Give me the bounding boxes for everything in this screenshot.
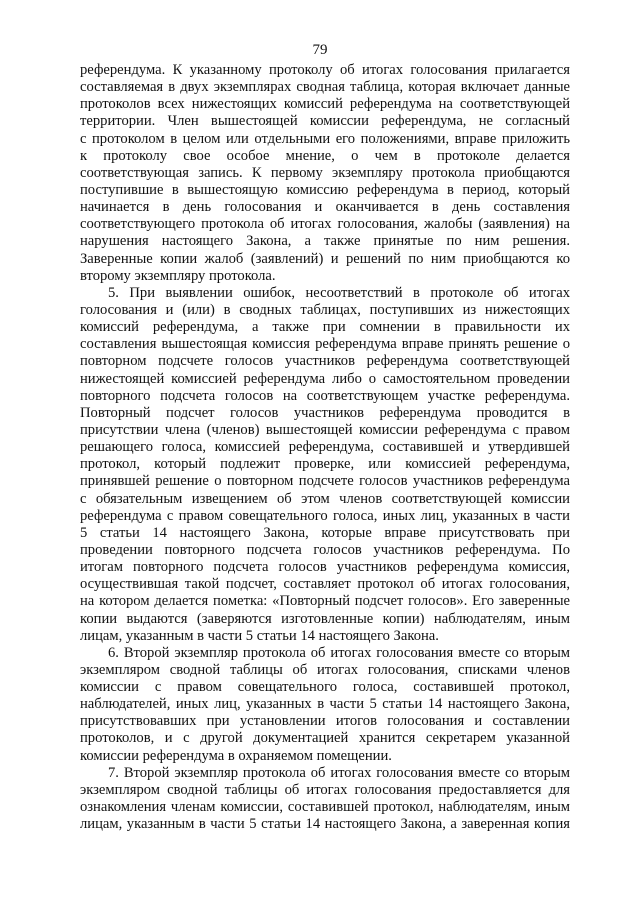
text-line: повторного подсчета голосов на соответствующем участке референдума. <box>80 387 570 404</box>
text-line: присутствии члена (членов) вышестоящей комиссии референдума с правом <box>80 421 570 438</box>
text-line: протокол, который подлежит проверке, или комиссией референдума, <box>80 456 570 473</box>
text-line: повторном подсчете голосов участников референдума соответствующей <box>80 353 570 370</box>
text-line: с обязательным извещением об этом членов соответствующей комиссии <box>80 490 570 507</box>
text-line: 5 статьи 14 настоящего Закона, которые вправе присутствовать при <box>80 524 570 541</box>
text-line: осуществившая такой подсчет, составляет протокол об итогах голосования, <box>80 576 570 593</box>
text-line: 7. Второй экземпляр протокола об итогах голосования вместе со вторым <box>108 764 570 781</box>
text-line: к протоколу свое особое мнение, о чем в протоколе делается <box>80 147 570 164</box>
text-line: начинается в день голосования и оканчивается в день составления <box>80 199 570 216</box>
text-line: голосования и (или) в сводных таблицах, поступивших из нижестоящих <box>80 301 570 318</box>
text-line: территории. Член вышестоящей комиссии референдума, не согласный <box>80 113 570 130</box>
text-line: экземпляром сводной таблицы об итогах голосования, списками членов <box>80 661 570 678</box>
text-line: составляемая в двух экземплярах сводная таблица, которая включает данные <box>80 79 570 96</box>
text-line: нарушения настоящего Закона, а также принятые по ним решения. <box>80 233 570 250</box>
text-line: второму экземпляру протокола. <box>80 267 276 284</box>
text-line: комиссии референдума в охраняемом помещении. <box>80 747 392 764</box>
text-line: экземпляром сводной таблицы об итогах голосования предоставляется для <box>80 781 570 798</box>
text-line: наблюдателей, иных лиц, указанных в части 5 статьи 14 настоящего Закона, <box>80 696 570 713</box>
text-line: Повторный подсчет голосов участников референдума проводится в <box>80 404 570 421</box>
text-line: 5. При выявлении ошибок, несоответствий в протоколе об итогах <box>108 284 570 301</box>
text-line: Заверенные копии жалоб (заявлений) и решений по ним приобщаются ко <box>80 250 570 267</box>
text-line: комиссии с правом совещательного голоса, составившей протокол, <box>80 679 570 696</box>
text-line: соответствующего протокола об итогах голосования, жалобы (заявления) на <box>80 216 570 233</box>
text-line: комиссий референдума, а также при сомнении в правильности их <box>80 319 570 336</box>
text-line: проведении повторного подсчета голосов участников референдума. По <box>80 541 570 558</box>
text-line: присутствовавших при установлении итогов голосования и составлении <box>80 713 570 730</box>
text-line: протоколов, и с другой документацией хранится секретарем указанной <box>80 730 570 747</box>
text-line: копии выдаются (заверяются изготовленные копии) наблюдателям, иным <box>80 610 570 627</box>
text-line: нижестоящей комиссией референдума либо о самостоятельном проведении <box>80 370 570 387</box>
page-number: 79 <box>312 42 328 58</box>
document-body-text <box>80 62 570 833</box>
text-line: принявшей решение о повторном подсчете голосов участников референдума <box>80 473 570 490</box>
text-line: лицам, указанным в части 5 статьи 14 настоящего Закона, а заверенная копия <box>80 816 570 833</box>
text-line: лицам, указанным в части 5 статьи 14 настоящего Закона. <box>80 627 439 644</box>
text-line: 6. Второй экземпляр протокола об итогах голосования вместе со вторым <box>108 644 570 661</box>
text-line: итогам повторного подсчета голосов участников референдума комиссия, <box>80 559 570 576</box>
text-line: протоколов всех нижестоящих комиссий референдума на соответствующей <box>80 96 570 113</box>
text-line: составления вышестоящая комиссия референдума вправе принять решение о <box>80 336 570 353</box>
text-line: референдума с правом совещательного голоса, иных лиц, указанных в части <box>80 507 570 524</box>
text-line: ознакомления членам комиссии, составившей протокол, наблюдателям, иным <box>80 799 570 816</box>
text-line: на котором делается пометка: «Повторный подсчет голосов». Его заверенные <box>80 593 570 610</box>
text-line: референдума. К указанному протоколу об итогах голосования прилагается <box>80 62 570 78</box>
text-line: решающего голоса, комиссией референдума, составившей и утвердившей <box>80 439 570 456</box>
text-line: поступившие в вышестоящую комиссию референдума в период, который <box>80 181 570 198</box>
text-line: с протоколом в целом или отдельными его положениями, вправе приложить <box>80 130 570 147</box>
text-line: соответствующая запись. К первому экземпляру протокола приобщаются <box>80 164 570 181</box>
